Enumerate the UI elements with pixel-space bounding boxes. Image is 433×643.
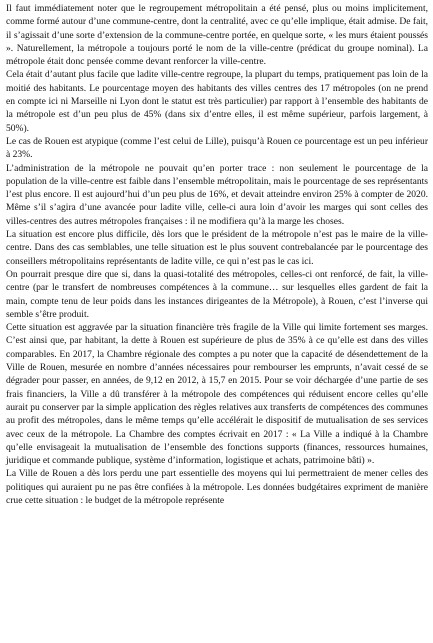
paragraph-renforcement: On pourrait presque dire que si, dans la quasi-totalité des métropoles, celles-ci ont renforcé, de fait, la ville-centre (par le transfert de nombreuses compétences à la commune… sur lesquelles elles gardent de fait la main, compte tenu de leur poids dans les instances dirigeantes de la Métropole), à Rouen, c’est l’inverse qui semble s’être produit. xyxy=(6,268,428,320)
paragraph-administration: L’administration de la métropole ne pouvait qu’en porter trace : non seulement le pourcentage de la population de la ville-centre est faible dans l’ensemble métropolitain, mais le pourcentage de ses représentants l’est plus encore. Il est aujourd’hui d’un peu plus de 16%, et devait atteindre environ 25% à compter de 2020. Même s’il s’agira d’une avancée pour ladite ville, celle-ci aura loin d’avoir les marges qui sont celles des villes-centres des autres métropoles françaises : il ne modifiera qu’à la marge les choses. xyxy=(6,162,428,227)
paragraph-ville-centre-population: Cela était d’autant plus facile que ladite ville-centre regroupe, la plupart du temps, pratiquement pas loin de la moitié des habitants. Le pourcentage moyen des habitants des villes centres des 17 métropoles (on ne prend en compte ici ni Marseille ni Lyon dont le statut est très particulier) par rapport à l’ensemble des habitants de la métropole est d’un peu plus de 45% (dans six d’entre elles, il est même supérieur, parfois largement, à 50%). xyxy=(6,69,428,134)
paragraph-situation-financiere: Cette situation est aggravée par la situation financière très fragile de la Ville qui limite fortement ses marges. C’est ainsi que, par habitant, la dette à Rouen est supérieure de plus de 35% à ce qu’elle est dans des villes comparables. En 2017, la Chambre régionale des comptes a pu noter que la capacité de désendettement de la Ville de Rouen, mesurée en nombre d’années nécessaires pour rembourser les emprunts, n’avait cessé de se dégrader pour passer, en années, de 9,12 en 2012, à 15,7 en 2015. Pour se voir déchargée d’une partie de ses frais financiers, la Ville a dû transférer à la métropole des compétences qui réduisent encore celles qu’elle aurait pu conserver par la simple application des règles relatives aux transferts de compétences des communes au profit des métropoles, dans le même temps qu’elle accélérait le dispositif de mutualisation de ses services avec ceux de la métropole. La Chambre des comptes écrivait en 2017 : « La Ville a indiqué à la Chambre qu’elle envisageait la mutualisation de l’ensemble des fonctions supports (finances, ressources humaines, juridique et commande publique, système d’information, logistique et achats, patrimoine bâti) ». xyxy=(6,322,428,467)
paragraph-rouen-atypique: Le cas de Rouen est atypique (comme l’est celui de Lille), puisqu’à Rouen ce pourcentage est un peu inférieur à 23%. xyxy=(6,135,428,161)
paragraph-president-metropole: La situation est encore plus difficile, dès lors que le président de la métropole n’est pas le maire de la ville-centre. Dans des cas semblables, une telle situation est le plus souvent contrebalancée par le pourcentage des conseillers métropolitains représentants de ladite ville, ce qui n’est pas le cas ici. xyxy=(6,229,428,267)
paragraph-moyens-perdus: La Ville de Rouen a dès lors perdu une part essentielle des moyens qui lui permettraient de mener celles des politiques qui auraient pu ne pas être confiées à la métropole. Les données budgétaires expriment de manière crue cette situation : le budget de la métropole représente xyxy=(6,468,428,506)
paragraph-commune-centre: Il faut immédiatement noter que le regroupement métropolitain a été pensé, plus ou moins implicitement, comme formé autour d’une commune-centre, dont la centralité, avec ce qu’elle implique, était admise. De fait, il s’agissait d’une sorte d’extension de la commune-centre portée, en quelque sorte, « les murs étaient poussés ». Naturellement, la métropole a toujours porté le nom de la ville-centre (prédicat du groupe nominal). La métropole était donc pensée comme devant renforcer la ville-centre. xyxy=(6,3,429,68)
